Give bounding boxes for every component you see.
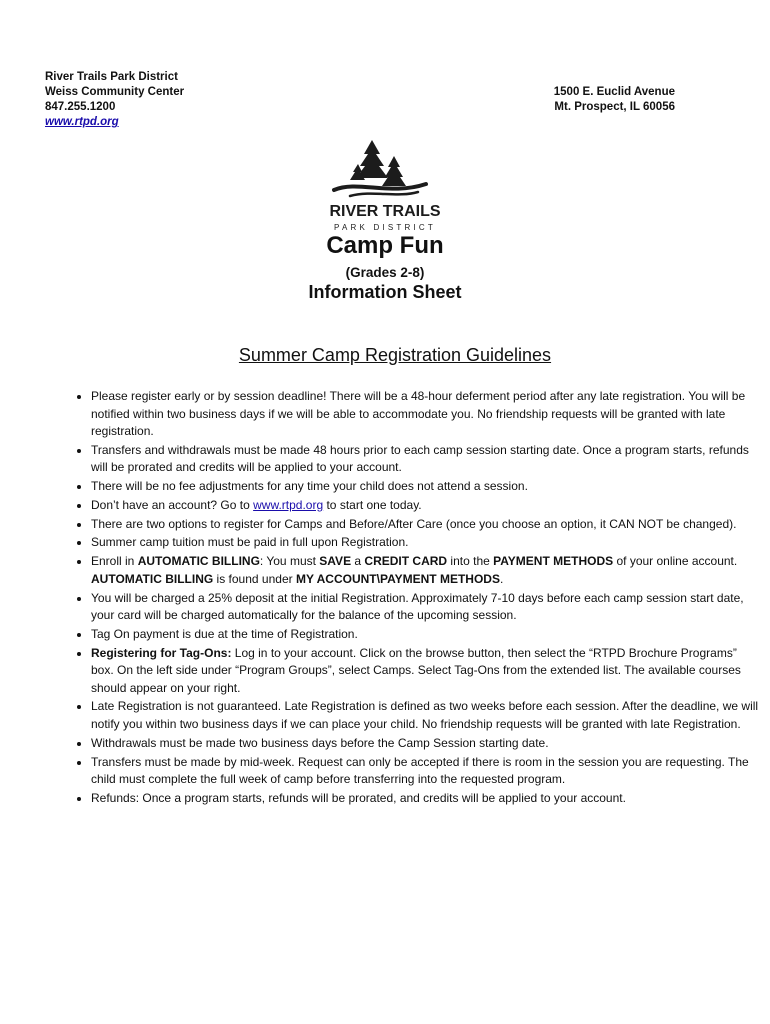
phone-number: 847.255.1200 [45,101,116,113]
river-wave-icon [334,184,426,196]
list-item: • There are two options to register for Camps and Before/After Care (once you choose an option, it CAN NOT be changed). [91,516,761,534]
org-name: River Trails Park District [45,71,178,83]
list-item: • Please register early or by session deadline! There will be a 48-hour deferment period after any late registration. You will be notified within two business days if we will be able to accommodate you. No friendship requests will be granted with late registration. [91,388,761,441]
list-item: • Summer camp tuition must be paid in full upon Registration. [91,534,761,552]
address-line-2: Mt. Prospect, IL 60056 [554,101,675,113]
logo-subtitle: PARK DISTRICT [334,223,436,232]
website-link[interactable]: www.rtpd.org [45,116,119,128]
list-item: • Transfers and withdrawals must be made 48 hours prior to each camp session starting date. Once a program starts, refunds will be prorated and credits will be applied to your account. [91,442,761,477]
page-title: Camp Fun [326,232,444,259]
list-item: • Don’t have an account? Go to www.rtpd.org to start one today. [91,497,761,515]
river-trails-logo [310,134,460,234]
logo-name: RIVER TRAILS [329,203,441,220]
contact-block [45,70,184,130]
list-item: • Late Registration is not guaranteed. Late Registration is defined as two weeks before each session. After the deadline, we will notify you within two business days if we can place your child. No friendship requests will be granted with late Registration. [91,698,761,733]
section-heading: Summer Camp Registration Guidelines [238,345,552,365]
list-item: • You will be charged a 25% deposit at the initial Registration. Approximately 7-10 days before each camp session start date, your card will be charged automatically for the balance of the upcoming session. [91,590,761,625]
address-block [554,85,675,115]
pine-trees-icon [350,140,406,186]
list-item: • Transfers must be made by mid-week. Request can only be accepted if there is room in the session you are requesting. The child must complete the full week of camp before transferring into the requested program. [91,754,761,789]
center-name: Weiss Community Center [45,86,185,98]
list-item: • Refunds: Once a program starts, refunds will be prorated, and credits will be applied to your account. [91,790,761,808]
grades-subtitle: (Grades 2-8) [345,265,425,280]
guidelines-list [55,388,761,809]
list-item: • Registering for Tag-Ons: Log in to your account. Click on the browse button, then select the “RTPD Brochure Programs” box. On the left side under “Program Groups”, select Camps. Select Tag-Ons from the extended list. The available courses should appear on your right. [91,645,761,698]
list-item: • There will be no fee adjustments for any time your child does not attend a session. [91,478,761,496]
address-line-1: 1500 E. Euclid Avenue [553,86,675,98]
list-item: • Enroll in AUTOMATIC BILLING: You must SAVE a CREDIT CARD into the PAYMENT METHODS of your online account. AUTOMATIC BILLING is found under MY ACCOUNT\PAYMENT METHODS. [91,553,761,588]
sheet-title: Information Sheet [308,282,462,302]
list-item: • Withdrawals must be made two business days before the Camp Session starting date. [91,735,761,753]
list-item: • Tag On payment is due at the time of Registration. [91,626,761,644]
account-link[interactable]: www.rtpd.org [253,497,324,512]
